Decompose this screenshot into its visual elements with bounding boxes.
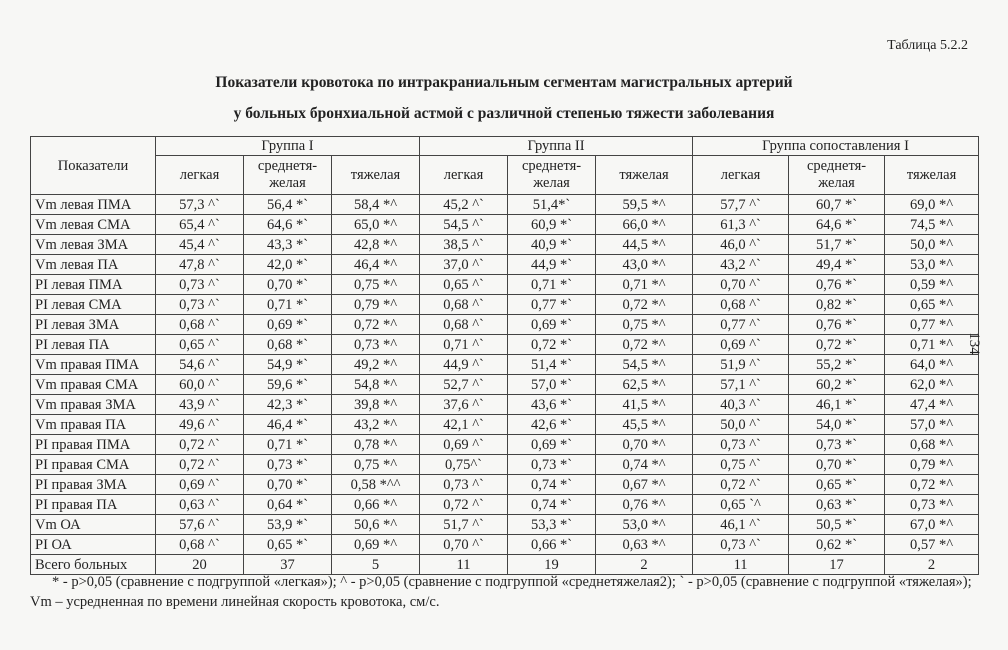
table-cell: 42,3 *`: [244, 395, 332, 415]
table-row: [31, 255, 979, 275]
table-row: [31, 395, 979, 415]
table-cell: 57,7 ^`: [693, 195, 789, 215]
table-cell: 41,5 *^: [596, 395, 693, 415]
table-cell: 0,68 ^`: [420, 315, 508, 335]
row-indicator-name: Vm ОА: [31, 515, 156, 535]
header-subgroup: тяжелая: [596, 156, 693, 195]
table-cell: 43,3 *`: [244, 235, 332, 255]
row-indicator-name: Vm левая СМА: [31, 215, 156, 235]
table-cell: 38,5 ^`: [420, 235, 508, 255]
table-cell: 53,0 *^: [885, 255, 979, 275]
table-cell: 58,4 *^: [332, 195, 420, 215]
table-cell: 0,69 ^`: [156, 475, 244, 495]
table-cell: 0,65 *`: [789, 475, 885, 495]
table-cell: 0,70 ^`: [420, 535, 508, 555]
header-group-2: Группа II: [420, 137, 693, 156]
table-cell: 0,74 *^: [596, 455, 693, 475]
table-cell: 0,72 *^: [885, 475, 979, 495]
table-cell: 0,75^`: [420, 455, 508, 475]
table-cell: 0,70 *`: [244, 275, 332, 295]
table-cell: 44,9 ^`: [420, 355, 508, 375]
table-row: [31, 435, 979, 455]
table-cell: 52,7 ^`: [420, 375, 508, 395]
table-cell: 42,8 *^: [332, 235, 420, 255]
table-cell: 57,0 *`: [508, 375, 596, 395]
table-cell: 50,0 *^: [885, 235, 979, 255]
table-cell: 45,4 ^`: [156, 235, 244, 255]
table-cell: 0,57 *^: [885, 535, 979, 555]
table-cell: 67,0 *^: [885, 515, 979, 535]
row-indicator-name: Vm правая ЗМА: [31, 395, 156, 415]
table-cell: 53,9 *`: [244, 515, 332, 535]
table-cell: 0,68 *^: [885, 435, 979, 455]
table-cell: 0,72 ^`: [693, 475, 789, 495]
table-cell: 0,73 ^`: [693, 535, 789, 555]
table-cell: 50,5 *`: [789, 515, 885, 535]
row-indicator-name: Всего больных: [31, 555, 156, 575]
table-cell: 43,9 ^`: [156, 395, 244, 415]
table-row: [31, 235, 979, 255]
table-cell: 0,63 *`: [789, 495, 885, 515]
table-cell: 0,69 ^`: [693, 335, 789, 355]
page-number: 134: [965, 332, 982, 355]
table-cell: 62,0 *^: [885, 375, 979, 395]
header-subgroup: легкая: [693, 156, 789, 195]
table-cell: 44,5 *^: [596, 235, 693, 255]
header-group-3: Группа сопоставления I: [693, 137, 979, 156]
table-cell: 0,76 *`: [789, 275, 885, 295]
header-subgroup: среднетя-желая: [789, 156, 885, 195]
table-cell: 0,73 *^: [885, 495, 979, 515]
table-cell: 5: [332, 555, 420, 575]
table-cell: 57,0 *^: [885, 415, 979, 435]
header-subgroup: легкая: [420, 156, 508, 195]
table-cell: 57,3 ^`: [156, 195, 244, 215]
row-indicator-name: PI левая ЗМА: [31, 315, 156, 335]
table-cell: 0,77 *`: [508, 295, 596, 315]
table-cell: 64,6 *`: [244, 215, 332, 235]
table-cell: 0,71 *`: [244, 435, 332, 455]
table-cell: 46,4 *`: [244, 415, 332, 435]
table-row: [31, 475, 979, 495]
table-cell: 60,2 *`: [789, 375, 885, 395]
table-cell: 0,78 *^: [332, 435, 420, 455]
table-cell: 64,6 *`: [789, 215, 885, 235]
table-cell: 60,9 *`: [508, 215, 596, 235]
table-cell: 61,3 ^`: [693, 215, 789, 235]
table-cell: 74,5 *^: [885, 215, 979, 235]
table-cell: 0,75 ^`: [693, 455, 789, 475]
table-cell: 65,4 ^`: [156, 215, 244, 235]
table-cell: 56,4 *`: [244, 195, 332, 215]
table-cell: 42,0 *`: [244, 255, 332, 275]
row-indicator-name: PI левая ПМА: [31, 275, 156, 295]
table-cell: 57,1 ^`: [693, 375, 789, 395]
table-cell: 0,66 *`: [508, 535, 596, 555]
table-cell: 0,73 *`: [508, 455, 596, 475]
table-cell: 0,65 `^: [693, 495, 789, 515]
table-cell: 44,9 *`: [508, 255, 596, 275]
table-cell: 0,71 *`: [244, 295, 332, 315]
row-indicator-name: PI правая ПМА: [31, 435, 156, 455]
table-row: [31, 375, 979, 395]
table-cell: 0,68 *`: [244, 335, 332, 355]
table-cell: 0,75 *^: [332, 275, 420, 295]
table-cell: 0,76 *^: [596, 495, 693, 515]
table-row: [31, 195, 979, 215]
table-cell: 40,3 ^`: [693, 395, 789, 415]
table-cell: 0,77 ^`: [693, 315, 789, 335]
table-cell: 66,0 *^: [596, 215, 693, 235]
table-cell: 0,72 *^: [596, 295, 693, 315]
table-row: [31, 315, 979, 335]
table-cell: 37: [244, 555, 332, 575]
table-cell: 0,68 ^`: [156, 535, 244, 555]
row-indicator-name: Vm правая ПА: [31, 415, 156, 435]
table-cell: 0,73 *`: [789, 435, 885, 455]
table-cell: 0,68 ^`: [420, 295, 508, 315]
header-indicators: Показатели: [31, 137, 156, 195]
table-cell: 65,0 *^: [332, 215, 420, 235]
table-cell: 49,4 *`: [789, 255, 885, 275]
table-row: [31, 275, 979, 295]
table-cell: 54,9 *`: [244, 355, 332, 375]
table-cell: 50,6 *^: [332, 515, 420, 535]
table-cell: 0,71 *^: [885, 335, 979, 355]
table-cell: 0,82 *`: [789, 295, 885, 315]
header-subgroup: легкая: [156, 156, 244, 195]
table-cell: 46,0 ^`: [693, 235, 789, 255]
table-cell: 0,74 *`: [508, 475, 596, 495]
header-group-1: Группа I: [156, 137, 420, 156]
table-cell: 2: [885, 555, 979, 575]
table-row: [31, 295, 979, 315]
table-cell: 51,7 ^`: [420, 515, 508, 535]
table-cell: 54,5 *^: [596, 355, 693, 375]
table-row: [31, 335, 979, 355]
table-cell: 51,9 ^`: [693, 355, 789, 375]
table-cell: 60,0 ^`: [156, 375, 244, 395]
table-cell: 0,72 *`: [789, 335, 885, 355]
table-cell: 0,65 ^`: [156, 335, 244, 355]
table-cell: 0,70 *`: [244, 475, 332, 495]
table-cell: 60,7 *`: [789, 195, 885, 215]
table-cell: 0,65 ^`: [420, 275, 508, 295]
row-indicator-name: Vm левая ПМА: [31, 195, 156, 215]
table-cell: 45,5 *^: [596, 415, 693, 435]
table-cell: 49,6 ^`: [156, 415, 244, 435]
table-cell: 53,0 *^: [596, 515, 693, 535]
row-indicator-name: PI левая ПА: [31, 335, 156, 355]
table-cell: 0,75 *^: [332, 455, 420, 475]
table-cell: 40,9 *`: [508, 235, 596, 255]
table-cell: 0,79 *^: [885, 455, 979, 475]
title-line-2: у больных бронхиальной астмой с различной степенью тяжести заболевания: [233, 105, 775, 122]
table-cell: 0,73 ^`: [420, 475, 508, 495]
row-indicator-name: PI правая СМА: [31, 455, 156, 475]
table-cell: 0,71 ^`: [420, 335, 508, 355]
table-cell: 0,69 *`: [508, 315, 596, 335]
table-cell: 64,0 *^: [885, 355, 979, 375]
table-cell: 0,72 ^`: [156, 455, 244, 475]
table-cell: 50,0 ^`: [693, 415, 789, 435]
table-cell: 0,71 *^: [596, 275, 693, 295]
table-row: [31, 215, 979, 235]
table-cell: 59,6 *`: [244, 375, 332, 395]
table-cell: 43,6 *`: [508, 395, 596, 415]
table-cell: 54,5 ^`: [420, 215, 508, 235]
title-line-1: Показатели кровотока по интракраниальным сегментам магистральных артерий: [215, 74, 793, 91]
table-cell: 37,6 ^`: [420, 395, 508, 415]
table-cell: 0,73 ^`: [693, 435, 789, 455]
table-cell: 42,6 *`: [508, 415, 596, 435]
table-cell: 45,2 ^`: [420, 195, 508, 215]
table-cell: 0,69 *^: [332, 535, 420, 555]
table-cell: 47,8 ^`: [156, 255, 244, 275]
table-cell: 49,2 *^: [332, 355, 420, 375]
table-row: [31, 355, 979, 375]
table-cell: 46,4 *^: [332, 255, 420, 275]
table-cell: 2: [596, 555, 693, 575]
table-cell: 20: [156, 555, 244, 575]
row-indicator-name: PI правая ЗМА: [31, 475, 156, 495]
header-subgroup: среднетя-желая: [508, 156, 596, 195]
table-cell: 0,58 *^^: [332, 475, 420, 495]
table-cell: 0,72 *`: [508, 335, 596, 355]
table-cell: 51,4*`: [508, 195, 596, 215]
table-row: [31, 455, 979, 475]
header-subgroup: тяжелая: [885, 156, 979, 195]
row-indicator-name: PI ОА: [31, 535, 156, 555]
table-cell: 0,72 *^: [596, 335, 693, 355]
table-cell: 0,70 ^`: [693, 275, 789, 295]
table-cell: 0,71 *`: [508, 275, 596, 295]
table-cell: 0,75 *^: [596, 315, 693, 335]
table-cell: 0,69 *`: [244, 315, 332, 335]
table-cell: 0,74 *`: [508, 495, 596, 515]
table-cell: 53,3 *`: [508, 515, 596, 535]
table-cell: 0,77 *^: [885, 315, 979, 335]
table-cell: 54,0 *`: [789, 415, 885, 435]
table-cell: 0,72 *^: [332, 315, 420, 335]
table-cell: 0,63 ^`: [156, 495, 244, 515]
table-label: Таблица 5.2.2: [887, 38, 968, 53]
table-cell: 0,72 ^`: [420, 495, 508, 515]
table-cell: 0,68 ^`: [156, 315, 244, 335]
row-indicator-name: PI правая ПА: [31, 495, 156, 515]
table-cell: 0,79 *^: [332, 295, 420, 315]
table-cell: 0,67 *^: [596, 475, 693, 495]
table-cell: 57,6 ^`: [156, 515, 244, 535]
table-cell: 0,69 *`: [508, 435, 596, 455]
table-cell: 47,4 *^: [885, 395, 979, 415]
footnote: * - p>0,05 (сравнение с подгруппой «легкая»); ^ - p>0,05 (сравнение с подгруппой «среднетяжелая2); ` - p>0,05 (сравнение с подгруппой «тяжелая»); Vm – усредненная по времени линейная скорость кровотока, см/с.: [30, 574, 972, 610]
table-cell: 43,2 ^`: [693, 255, 789, 275]
table-cell: 0,73 ^`: [156, 295, 244, 315]
table-cell: 54,8 *^: [332, 375, 420, 395]
table-cell: 17: [789, 555, 885, 575]
table-cell: 0,62 *`: [789, 535, 885, 555]
table-cell: 0,73 ^`: [156, 275, 244, 295]
header-subgroup: среднетя-желая: [244, 156, 332, 195]
table-cell: 0,76 *`: [789, 315, 885, 335]
table-cell: 54,6 ^`: [156, 355, 244, 375]
table-cell: 0,72 ^`: [156, 435, 244, 455]
table-row: [31, 495, 979, 515]
table-cell: 43,2 *^: [332, 415, 420, 435]
table-cell: 11: [420, 555, 508, 575]
table-cell: 0,73 *^: [332, 335, 420, 355]
table-cell: 46,1 ^`: [693, 515, 789, 535]
table-cell: 43,0 *^: [596, 255, 693, 275]
table-cell: 0,63 *^: [596, 535, 693, 555]
table-cell: 0,73 *`: [244, 455, 332, 475]
table-cell: 51,4 *`: [508, 355, 596, 375]
table-cell: 0,64 *`: [244, 495, 332, 515]
data-table: [30, 136, 982, 575]
table-cell: 69,0 *^: [885, 195, 979, 215]
table-cell: 11: [693, 555, 789, 575]
table-cell: 0,70 *`: [789, 455, 885, 475]
row-indicator-name: Vm правая СМА: [31, 375, 156, 395]
row-indicator-name: PI левая СМА: [31, 295, 156, 315]
row-indicator-name: Vm левая ПА: [31, 255, 156, 275]
table-cell: 62,5 *^: [596, 375, 693, 395]
table-cell: 0,69 ^`: [420, 435, 508, 455]
table-cell: 46,1 *`: [789, 395, 885, 415]
table-cell: 55,2 *`: [789, 355, 885, 375]
table-cell: 59,5 *^: [596, 195, 693, 215]
table-cell: 0,70 *^: [596, 435, 693, 455]
row-indicator-name: Vm правая ПМА: [31, 355, 156, 375]
table-cell: 0,59 *^: [885, 275, 979, 295]
table-cell: 39,8 *^: [332, 395, 420, 415]
table-cell: 0,65 *`: [244, 535, 332, 555]
table-cell: 51,7 *`: [789, 235, 885, 255]
header-subgroup: тяжелая: [332, 156, 420, 195]
table-cell: 0,65 *^: [885, 295, 979, 315]
table-row: [31, 415, 979, 435]
table-cell: 19: [508, 555, 596, 575]
table-cell: 42,1 ^`: [420, 415, 508, 435]
table-cell: 0,66 *^: [332, 495, 420, 515]
table-row: [31, 515, 979, 535]
table-cell: 0,68 ^`: [693, 295, 789, 315]
table-cell: 37,0 ^`: [420, 255, 508, 275]
table-row: [31, 535, 979, 555]
row-indicator-name: Vm левая ЗМА: [31, 235, 156, 255]
